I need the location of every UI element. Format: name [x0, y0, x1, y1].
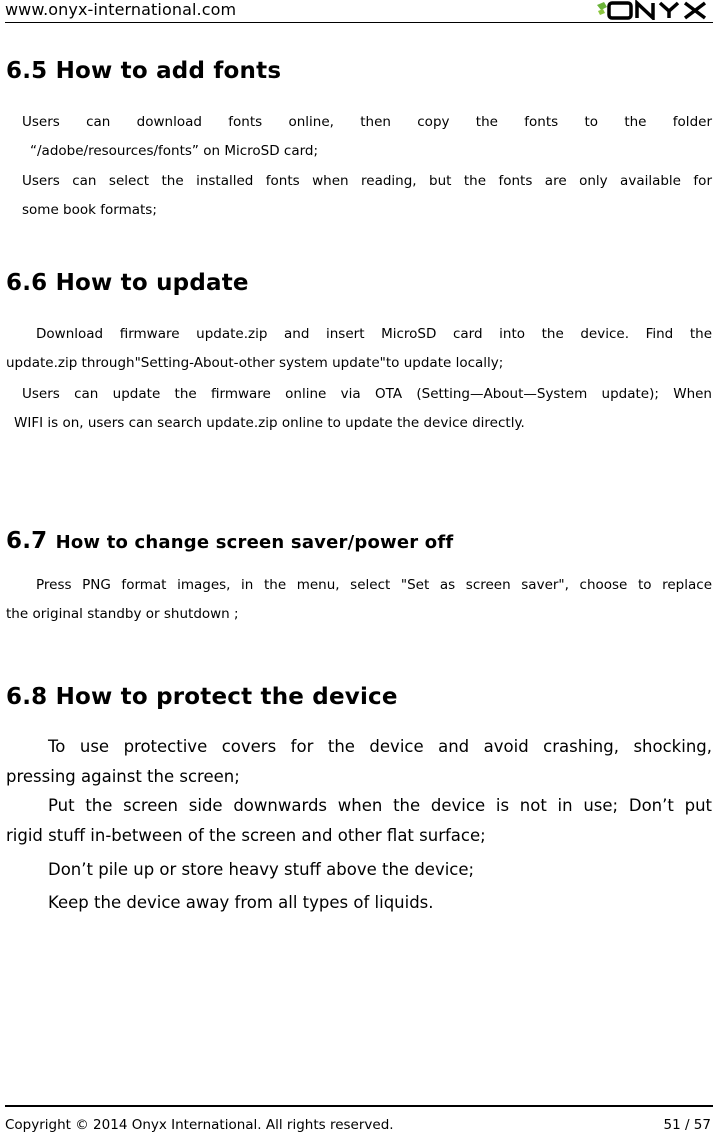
section-heading-6-5 — [6, 56, 281, 86]
section-number: 6.8 — [6, 684, 48, 710]
paragraph-line: pressing against the screen; — [6, 767, 240, 786]
copyright-text: Copyright © 2014 Onyx International. All rights reserved. — [5, 1117, 394, 1133]
section-heading-6-6 — [6, 268, 249, 298]
paragraph-line: To use protective covers for the device and avoid crashing, shocking, — [48, 737, 712, 756]
paragraph-line: Users can download fonts online, then copy the fonts to the folder — [22, 114, 712, 130]
page-header — [5, 0, 713, 23]
paragraph-line: rigid stuff in-between of the screen and other flat surface; — [6, 826, 486, 845]
paragraph-line: the original standby or shutdown ; — [6, 606, 239, 622]
section-heading-6-8 — [6, 682, 398, 712]
section-title: How to change screen saver/power off — [55, 532, 454, 553]
paragraph-line: Users can select the installed fonts when reading, but the fonts are only available for — [22, 173, 712, 189]
paragraph-line: Download firmware update.zip and insert MicroSD card into the device. Find the — [36, 326, 712, 342]
paragraph-line: Don’t pile up or store heavy stuff above the device; — [48, 860, 475, 879]
section-heading-6-7 — [6, 526, 453, 558]
paragraph-line: some book formats; — [22, 202, 157, 218]
paragraph-line: Users can update the firmware online via OTA (Setting—About—System update); When — [22, 386, 712, 402]
section-title: How to add fonts — [55, 58, 282, 84]
section-number: 6.6 — [6, 270, 48, 296]
paragraph-line: update.zip through"Setting-About-other system update"to update locally; — [6, 355, 504, 371]
paragraph-line: “/adobe/resources/fonts” on MicroSD card; — [30, 143, 319, 159]
header-url: www.onyx-international.com — [5, 0, 237, 19]
page-number: 51 / 57 — [663, 1117, 711, 1133]
section-number: 6.5 — [6, 58, 48, 84]
paragraph-line: WIFI is on, users can search update.zip online to update the device directly. — [14, 415, 525, 431]
section-title: How to protect the device — [55, 684, 398, 710]
paragraph-line: Press PNG format images, in the menu, select "Set as screen saver", choose to replace — [36, 577, 712, 593]
onyx-logo — [595, 0, 713, 20]
section-number: 6.7 — [6, 528, 48, 554]
page-footer — [5, 1105, 713, 1137]
section-title: How to update — [55, 270, 249, 296]
paragraph-line: Put the screen side downwards when the device is not in use; Don’t put — [48, 796, 712, 815]
paragraph-line: Keep the device away from all types of liquids. — [48, 893, 434, 912]
